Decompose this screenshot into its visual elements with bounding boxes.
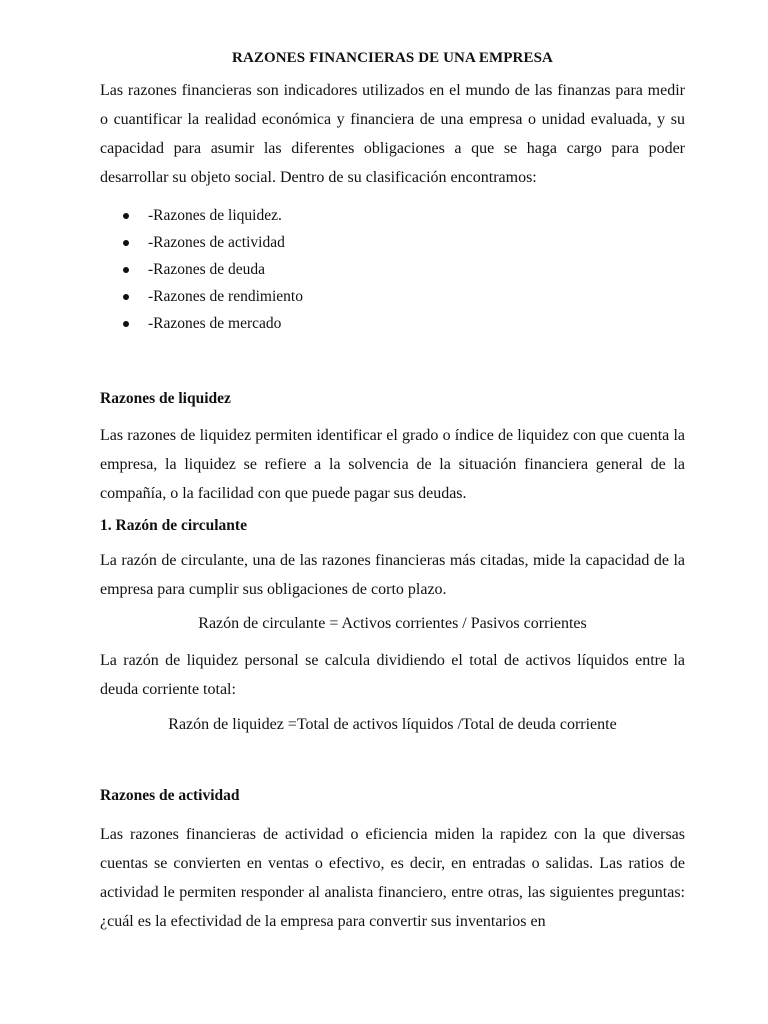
intro-paragraph: Las razones financieras son indicadores utilizados en el mundo de las finanzas para medir o cuantificar la realidad económica y financiera de una empresa o unidad evaluada, y su capacidad para asumir las diferentes obligaciones a que se haga cargo para poder desarrollar su objeto social. Dentro de su clasificación encontramos: (100, 82, 685, 186)
bullet-icon (123, 213, 129, 219)
list-item-label: -Razones de deuda (148, 261, 266, 278)
current-ratio-heading: 1. Razón de circulante (100, 517, 247, 534)
list-item-label: -Razones de liquidez. (148, 207, 282, 224)
bullet-icon (123, 294, 129, 300)
list-item-label: -Razones de rendimiento (148, 288, 303, 305)
activity-paragraph: Las razones financieras de actividad o eficiencia miden la rapidez con la que diversas cuentas se convierten en ventas o efectivo, es decir, en entradas o salidas. Las ratios de actividad le permiten responder al analista financiero, entre otras, las siguientes preguntas: ¿cuál es la efectividad de la empresa para convertir sus inventarios en (100, 826, 685, 930)
current-ratio-paragraph: La razón de circulante, una de las razones financieras más citadas, mide la capacidad de la empresa para cumplir sus obligaciones de corto plazo. (100, 552, 685, 598)
liquidity-heading: Razones de liquidez (100, 390, 231, 407)
list-item (100, 283, 685, 310)
list-item-label: -Razones de mercado (148, 315, 282, 332)
list-item (100, 229, 685, 256)
document-title: RAZONES FINANCIERAS DE UNA EMPRESA (232, 50, 553, 66)
personal-liquidity-paragraph: La razón de liquidez personal se calcula dividiendo el total de activos líquidos entre la deuda corriente total: (100, 652, 685, 698)
bullet-icon (123, 240, 129, 246)
list-item (100, 202, 685, 229)
classification-list (100, 202, 685, 337)
document-page (100, 50, 685, 936)
personal-liquidity-formula: Razón de liquidez =Total de activos líquidos /Total de deuda corriente (168, 716, 617, 733)
activity-heading: Razones de actividad (100, 787, 240, 804)
liquidity-paragraph: Las razones de liquidez permiten identificar el grado o índice de liquidez con que cuenta la empresa, la liquidez se refiere a la solvencia de la situación financiera general de la compañía, o la facilidad con que puede pagar sus deudas. (100, 427, 685, 502)
current-ratio-formula: Razón de circulante = Activos corrientes / Pasivos corrientes (198, 615, 587, 632)
bullet-icon (123, 321, 129, 327)
list-item-label: -Razones de actividad (148, 234, 285, 251)
list-item (100, 256, 685, 283)
bullet-icon (123, 267, 129, 273)
list-item (100, 310, 685, 337)
